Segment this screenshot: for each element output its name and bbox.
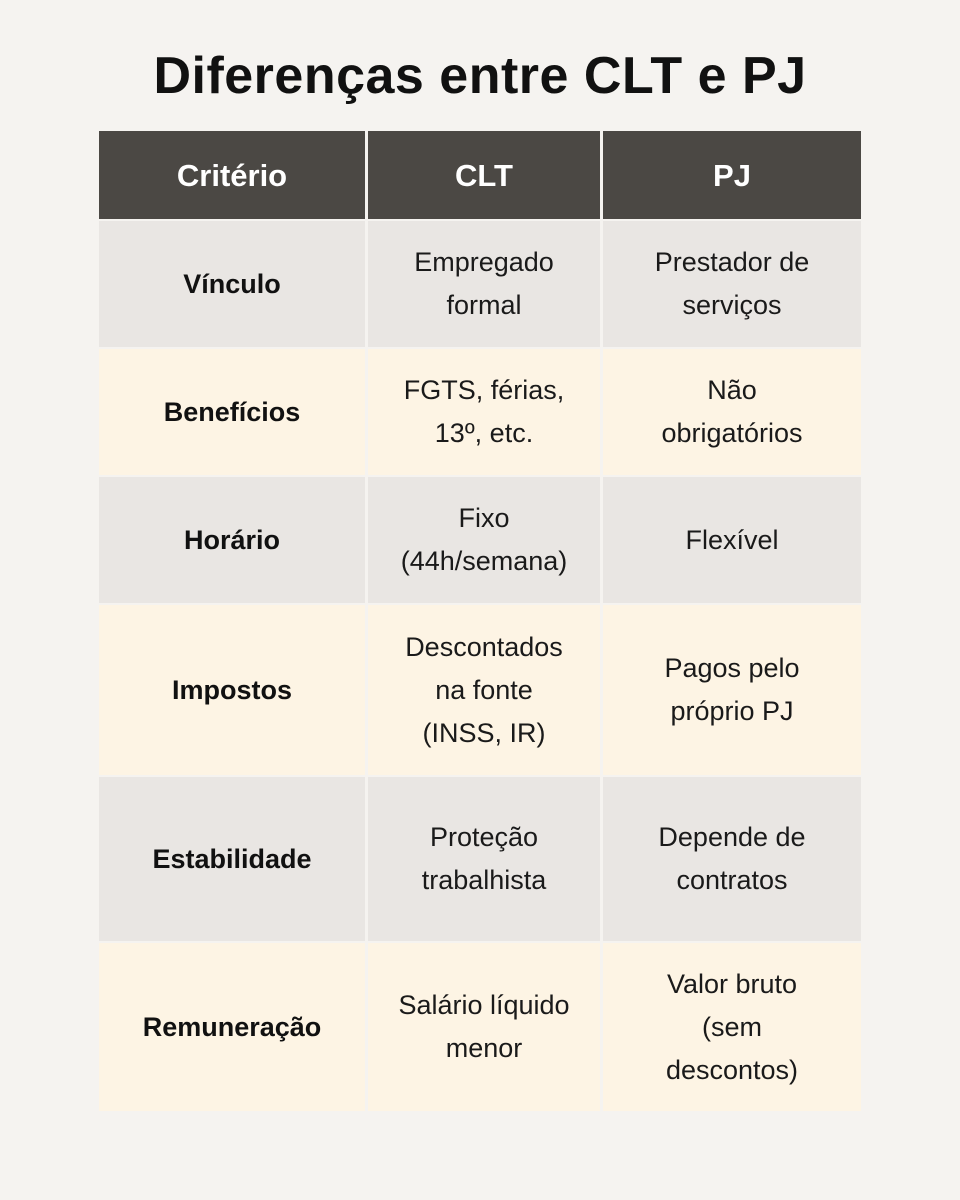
table-row-criterion: Vínculo bbox=[99, 221, 365, 347]
table-cell-clt: FGTS, férias, 13º, etc. bbox=[368, 349, 600, 475]
page-title: Diferenças entre CLT e PJ bbox=[153, 47, 807, 105]
table-cell-clt: Proteção trabalhista bbox=[368, 777, 600, 941]
table-cell-clt: Descontados na fonte (INSS, IR) bbox=[368, 605, 600, 775]
table-cell-pj: Prestador de serviços bbox=[603, 221, 861, 347]
table-cell-pj: Não obrigatórios bbox=[603, 349, 861, 475]
table-cell-clt: Empregado formal bbox=[368, 221, 600, 347]
table-row-criterion: Benefícios bbox=[99, 349, 365, 475]
table-cell-pj: Pagos pelo próprio PJ bbox=[603, 605, 861, 775]
table-row-criterion: Estabilidade bbox=[99, 777, 365, 941]
comparison-table bbox=[99, 131, 861, 1111]
table-cell-clt: Salário líquido menor bbox=[368, 943, 600, 1111]
table-header-pj: PJ bbox=[603, 131, 861, 219]
table-cell-clt: Fixo (44h/semana) bbox=[368, 477, 600, 603]
table-header-clt: CLT bbox=[368, 131, 600, 219]
table-cell-pj: Depende de contratos bbox=[603, 777, 861, 941]
table-row-criterion: Impostos bbox=[99, 605, 365, 775]
table-cell-pj: Flexível bbox=[603, 477, 861, 603]
table-cell-pj: Valor bruto (sem descontos) bbox=[603, 943, 861, 1111]
table-header-criterio: Critério bbox=[99, 131, 365, 219]
table-row-criterion: Horário bbox=[99, 477, 365, 603]
table-row-criterion: Remuneração bbox=[99, 943, 365, 1111]
